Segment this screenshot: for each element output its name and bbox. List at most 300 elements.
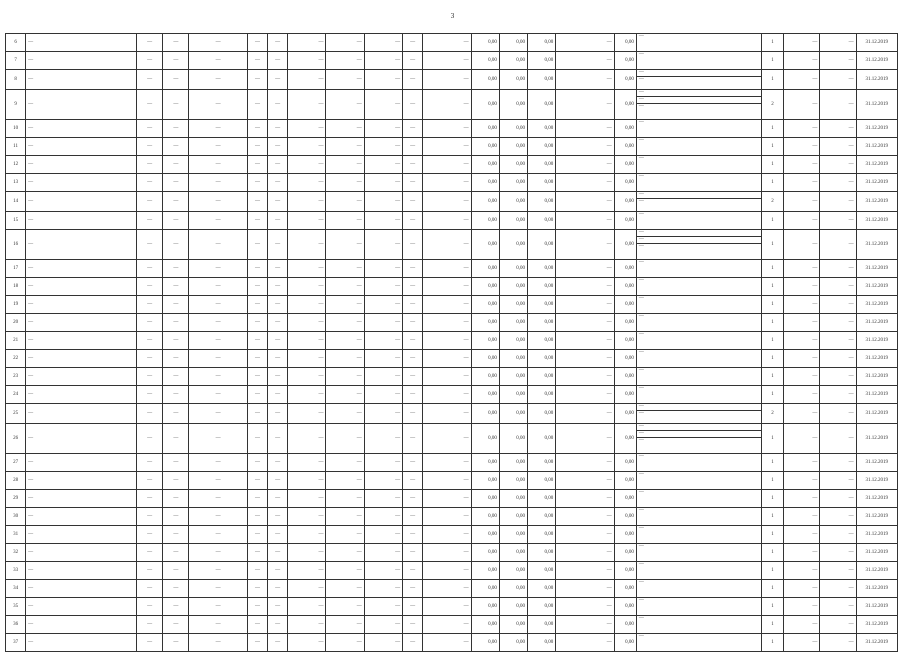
address-cell: —	[26, 156, 137, 174]
residents-cell: —	[403, 598, 423, 616]
address-cell: —	[26, 278, 137, 296]
year-commissioned-cell: —	[163, 616, 189, 634]
row-number: 13	[6, 174, 26, 192]
other-funds-cell: 0,00	[614, 138, 636, 156]
work-types-cell	[636, 278, 761, 296]
row-number: 19	[6, 296, 26, 314]
other-funds-cell: 0,00	[614, 562, 636, 580]
max-unit-cost-cell: —	[820, 368, 856, 386]
non-residential-area-cell: —	[364, 174, 402, 192]
regional-funds-cell: 0,00	[499, 120, 527, 138]
total-area-cell: —	[288, 34, 326, 52]
other-funds-cell: 0,00	[614, 174, 636, 192]
unit-cost-cell: —	[784, 230, 820, 260]
municipal-funds-cell: 0,00	[528, 138, 556, 156]
completion-date-cell: 31.12.2019	[856, 454, 897, 472]
non-residential-area-cell: —	[364, 598, 402, 616]
regional-funds-cell: 0,00	[499, 454, 527, 472]
federal-funds-cell: 0,00	[471, 120, 499, 138]
federal-funds-cell: 0,00	[471, 138, 499, 156]
work-type-item: —	[638, 34, 644, 39]
year-commissioned-cell: —	[163, 332, 189, 350]
row-number: 35	[6, 598, 26, 616]
unit-cost-cell: —	[784, 634, 820, 652]
year-commissioned-cell: —	[163, 260, 189, 278]
table-row	[6, 120, 898, 138]
completion-date-cell: 31.12.2019	[856, 230, 897, 260]
estimated-cost-cell: —	[423, 314, 471, 332]
regional-funds-cell: 0,00	[499, 192, 527, 212]
work-types-cell	[636, 174, 761, 192]
federal-funds-cell: 0,00	[471, 580, 499, 598]
estimated-cost-cell: —	[423, 508, 471, 526]
year-built-cell: —	[137, 508, 163, 526]
total-area-cell: —	[288, 454, 326, 472]
work-count-cell: 2	[761, 192, 783, 212]
entrances-cell: —	[268, 424, 288, 454]
floors-cell: —	[247, 562, 267, 580]
address-cell: —	[26, 332, 137, 350]
entrances-cell: —	[268, 34, 288, 52]
unit-cost-cell: —	[784, 156, 820, 174]
work-count-cell: 1	[761, 52, 783, 70]
floors-cell: —	[247, 138, 267, 156]
address-cell: —	[26, 296, 137, 314]
work-types-cell	[636, 598, 761, 616]
max-unit-cost-cell: —	[820, 332, 856, 350]
work-types-cell	[636, 544, 761, 562]
residents-cell: —	[403, 508, 423, 526]
residents-cell: —	[403, 386, 423, 404]
federal-funds-cell: 0,00	[471, 212, 499, 230]
completion-date-cell: 31.12.2019	[856, 562, 897, 580]
table-row	[6, 616, 898, 634]
address-cell: —	[26, 52, 137, 70]
residential-area-cell: —	[326, 192, 364, 212]
work-type-item: —	[637, 103, 761, 110]
other-funds-cell: 0,00	[614, 454, 636, 472]
unit-cost-cell: —	[784, 260, 820, 278]
year-commissioned-cell: —	[163, 404, 189, 424]
work-type-item: —	[637, 198, 761, 205]
wall-material-cell: —	[189, 34, 247, 52]
year-commissioned-cell: —	[163, 598, 189, 616]
residential-area-cell: —	[326, 472, 364, 490]
total-area-cell: —	[288, 386, 326, 404]
table-row	[6, 34, 898, 52]
other-funds-cell: 0,00	[614, 634, 636, 652]
total-area-cell: —	[288, 174, 326, 192]
work-types-cell	[636, 526, 761, 544]
wall-material-cell: —	[189, 70, 247, 90]
residential-area-cell: —	[326, 490, 364, 508]
year-commissioned-cell: —	[163, 472, 189, 490]
regional-funds-cell: 0,00	[499, 314, 527, 332]
other-funds-cell: 0,00	[614, 508, 636, 526]
estimated-cost-cell: —	[423, 230, 471, 260]
year-built-cell: —	[137, 174, 163, 192]
work-types-cell	[636, 34, 761, 52]
total-area-cell: —	[288, 350, 326, 368]
estimated-cost-cell: —	[423, 404, 471, 424]
year-built-cell: —	[137, 580, 163, 598]
federal-funds-cell: 0,00	[471, 260, 499, 278]
federal-funds-cell: 0,00	[471, 544, 499, 562]
row-number: 34	[6, 580, 26, 598]
wall-material-cell: —	[189, 404, 247, 424]
estimated-cost-cell: —	[423, 368, 471, 386]
work-count-cell: 1	[761, 368, 783, 386]
owner-funds-cell: —	[556, 580, 614, 598]
address-cell: —	[26, 424, 137, 454]
work-types-cell	[636, 424, 761, 454]
municipal-funds-cell: 0,00	[528, 332, 556, 350]
table-row	[6, 368, 898, 386]
row-number: 31	[6, 526, 26, 544]
unit-cost-cell: —	[784, 424, 820, 454]
entrances-cell: —	[268, 138, 288, 156]
work-types-cell	[636, 296, 761, 314]
estimated-cost-cell: —	[423, 260, 471, 278]
year-built-cell: —	[137, 278, 163, 296]
max-unit-cost-cell: —	[820, 34, 856, 52]
row-number: 28	[6, 472, 26, 490]
year-built-cell: —	[137, 52, 163, 70]
wall-material-cell: —	[189, 580, 247, 598]
work-type-item: —	[638, 598, 644, 603]
other-funds-cell: 0,00	[614, 192, 636, 212]
row-number: 9	[6, 90, 26, 120]
max-unit-cost-cell: —	[820, 404, 856, 424]
federal-funds-cell: 0,00	[471, 192, 499, 212]
non-residential-area-cell: —	[364, 472, 402, 490]
completion-date-cell: 31.12.2019	[856, 70, 897, 90]
year-built-cell: —	[137, 156, 163, 174]
year-built-cell: —	[137, 332, 163, 350]
year-built-cell: —	[137, 230, 163, 260]
table-row	[6, 260, 898, 278]
register-table-body	[6, 34, 898, 652]
residential-area-cell: —	[326, 90, 364, 120]
table-row	[6, 424, 898, 454]
residents-cell: —	[403, 138, 423, 156]
year-commissioned-cell: —	[163, 278, 189, 296]
unit-cost-cell: —	[784, 52, 820, 70]
other-funds-cell: 0,00	[614, 526, 636, 544]
address-cell: —	[26, 490, 137, 508]
unit-cost-cell: —	[784, 332, 820, 350]
year-built-cell: —	[137, 260, 163, 278]
floors-cell: —	[247, 52, 267, 70]
floors-cell: —	[247, 616, 267, 634]
municipal-funds-cell: 0,00	[528, 174, 556, 192]
work-count-cell: 1	[761, 634, 783, 652]
other-funds-cell: 0,00	[614, 212, 636, 230]
table-row	[6, 508, 898, 526]
municipal-funds-cell: 0,00	[528, 314, 556, 332]
table-row	[6, 580, 898, 598]
work-types-cell	[636, 404, 761, 424]
entrances-cell: —	[268, 490, 288, 508]
year-commissioned-cell: —	[163, 192, 189, 212]
estimated-cost-cell: —	[423, 192, 471, 212]
owner-funds-cell: —	[556, 424, 614, 454]
municipal-funds-cell: 0,00	[528, 526, 556, 544]
unit-cost-cell: —	[784, 296, 820, 314]
row-number: 30	[6, 508, 26, 526]
floors-cell: —	[247, 634, 267, 652]
unit-cost-cell: —	[784, 278, 820, 296]
work-type-item: —	[638, 454, 644, 459]
max-unit-cost-cell: —	[820, 120, 856, 138]
entrances-cell: —	[268, 616, 288, 634]
estimated-cost-cell: —	[423, 70, 471, 90]
completion-date-cell: 31.12.2019	[856, 332, 897, 350]
municipal-funds-cell: 0,00	[528, 634, 556, 652]
wall-material-cell: —	[189, 562, 247, 580]
entrances-cell: —	[268, 296, 288, 314]
regional-funds-cell: 0,00	[499, 174, 527, 192]
entrances-cell: —	[268, 386, 288, 404]
owner-funds-cell: —	[556, 490, 614, 508]
work-type-item: —	[637, 430, 761, 437]
wall-material-cell: —	[189, 296, 247, 314]
residential-area-cell: —	[326, 34, 364, 52]
floors-cell: —	[247, 296, 267, 314]
floors-cell: —	[247, 526, 267, 544]
work-count-cell: 1	[761, 138, 783, 156]
max-unit-cost-cell: —	[820, 260, 856, 278]
year-built-cell: —	[137, 296, 163, 314]
floors-cell: —	[247, 454, 267, 472]
work-type-item: —	[638, 350, 644, 355]
completion-date-cell: 31.12.2019	[856, 424, 897, 454]
residential-area-cell: —	[326, 544, 364, 562]
floors-cell: —	[247, 544, 267, 562]
year-commissioned-cell: —	[163, 490, 189, 508]
unit-cost-cell: —	[784, 212, 820, 230]
estimated-cost-cell: —	[423, 386, 471, 404]
completion-date-cell: 31.12.2019	[856, 404, 897, 424]
year-commissioned-cell: —	[163, 34, 189, 52]
estimated-cost-cell: —	[423, 490, 471, 508]
work-count-cell: 1	[761, 526, 783, 544]
year-commissioned-cell: —	[163, 52, 189, 70]
completion-date-cell: 31.12.2019	[856, 52, 897, 70]
estimated-cost-cell: —	[423, 424, 471, 454]
completion-date-cell: 31.12.2019	[856, 314, 897, 332]
table-row	[6, 156, 898, 174]
residents-cell: —	[403, 404, 423, 424]
wall-material-cell: —	[189, 616, 247, 634]
other-funds-cell: 0,00	[614, 598, 636, 616]
estimated-cost-cell: —	[423, 526, 471, 544]
entrances-cell: —	[268, 230, 288, 260]
non-residential-area-cell: —	[364, 296, 402, 314]
wall-material-cell: —	[189, 332, 247, 350]
municipal-funds-cell: 0,00	[528, 34, 556, 52]
register-table	[5, 33, 898, 652]
address-cell: —	[26, 544, 137, 562]
work-count-cell: 1	[761, 544, 783, 562]
table-row	[6, 562, 898, 580]
residents-cell: —	[403, 52, 423, 70]
wall-material-cell: —	[189, 52, 247, 70]
regional-funds-cell: 0,00	[499, 260, 527, 278]
row-number: 37	[6, 634, 26, 652]
row-number: 7	[6, 52, 26, 70]
unit-cost-cell: —	[784, 472, 820, 490]
work-count-cell: 1	[761, 350, 783, 368]
total-area-cell: —	[288, 616, 326, 634]
max-unit-cost-cell: —	[820, 616, 856, 634]
regional-funds-cell: 0,00	[499, 296, 527, 314]
max-unit-cost-cell: —	[820, 52, 856, 70]
wall-material-cell: —	[189, 508, 247, 526]
floors-cell: —	[247, 350, 267, 368]
regional-funds-cell: 0,00	[499, 386, 527, 404]
unit-cost-cell: —	[784, 368, 820, 386]
entrances-cell: —	[268, 90, 288, 120]
wall-material-cell: —	[189, 192, 247, 212]
max-unit-cost-cell: —	[820, 296, 856, 314]
residents-cell: —	[403, 278, 423, 296]
floors-cell: —	[247, 332, 267, 350]
owner-funds-cell: —	[556, 508, 614, 526]
completion-date-cell: 31.12.2019	[856, 192, 897, 212]
year-commissioned-cell: —	[163, 562, 189, 580]
entrances-cell: —	[268, 314, 288, 332]
estimated-cost-cell: —	[423, 174, 471, 192]
estimated-cost-cell: —	[423, 332, 471, 350]
address-cell: —	[26, 616, 137, 634]
unit-cost-cell: —	[784, 350, 820, 368]
work-count-cell: 2	[761, 90, 783, 120]
residential-area-cell: —	[326, 138, 364, 156]
address-cell: —	[26, 70, 137, 90]
residents-cell: —	[403, 34, 423, 52]
year-built-cell: —	[137, 562, 163, 580]
total-area-cell: —	[288, 526, 326, 544]
federal-funds-cell: 0,00	[471, 174, 499, 192]
unit-cost-cell: —	[784, 192, 820, 212]
work-type-item: —	[638, 424, 644, 429]
year-built-cell: —	[137, 526, 163, 544]
residents-cell: —	[403, 454, 423, 472]
non-residential-area-cell: —	[364, 52, 402, 70]
unit-cost-cell: —	[784, 454, 820, 472]
work-count-cell: 1	[761, 472, 783, 490]
year-commissioned-cell: —	[163, 368, 189, 386]
floors-cell: —	[247, 368, 267, 386]
residents-cell: —	[403, 156, 423, 174]
estimated-cost-cell: —	[423, 138, 471, 156]
floors-cell: —	[247, 508, 267, 526]
non-residential-area-cell: —	[364, 424, 402, 454]
entrances-cell: —	[268, 508, 288, 526]
work-type-item: —	[638, 332, 644, 337]
wall-material-cell: —	[189, 454, 247, 472]
estimated-cost-cell: —	[423, 34, 471, 52]
municipal-funds-cell: 0,00	[528, 562, 556, 580]
federal-funds-cell: 0,00	[471, 296, 499, 314]
regional-funds-cell: 0,00	[499, 90, 527, 120]
work-count-cell: 1	[761, 296, 783, 314]
floors-cell: —	[247, 70, 267, 90]
table-row	[6, 454, 898, 472]
regional-funds-cell: 0,00	[499, 52, 527, 70]
max-unit-cost-cell: —	[820, 278, 856, 296]
residential-area-cell: —	[326, 562, 364, 580]
work-types-cell	[636, 490, 761, 508]
work-count-cell: 1	[761, 34, 783, 52]
year-commissioned-cell: —	[163, 70, 189, 90]
residential-area-cell: —	[326, 368, 364, 386]
year-commissioned-cell: —	[163, 454, 189, 472]
municipal-funds-cell: 0,00	[528, 454, 556, 472]
owner-funds-cell: —	[556, 562, 614, 580]
completion-date-cell: 31.12.2019	[856, 368, 897, 386]
municipal-funds-cell: 0,00	[528, 156, 556, 174]
unit-cost-cell: —	[784, 386, 820, 404]
work-count-cell: 1	[761, 156, 783, 174]
floors-cell: —	[247, 580, 267, 598]
residential-area-cell: —	[326, 52, 364, 70]
total-area-cell: —	[288, 212, 326, 230]
non-residential-area-cell: —	[364, 580, 402, 598]
total-area-cell: —	[288, 490, 326, 508]
owner-funds-cell: —	[556, 314, 614, 332]
floors-cell: —	[247, 260, 267, 278]
federal-funds-cell: 0,00	[471, 70, 499, 90]
other-funds-cell: 0,00	[614, 490, 636, 508]
wall-material-cell: —	[189, 526, 247, 544]
owner-funds-cell: —	[556, 90, 614, 120]
address-cell: —	[26, 634, 137, 652]
unit-cost-cell: —	[784, 34, 820, 52]
max-unit-cost-cell: —	[820, 70, 856, 90]
year-commissioned-cell: —	[163, 156, 189, 174]
work-count-cell: 1	[761, 278, 783, 296]
work-type-item: —	[638, 544, 644, 549]
regional-funds-cell: 0,00	[499, 350, 527, 368]
unit-cost-cell: —	[784, 314, 820, 332]
completion-date-cell: 31.12.2019	[856, 598, 897, 616]
residential-area-cell: —	[326, 424, 364, 454]
work-type-item: —	[638, 174, 644, 179]
address-cell: —	[26, 598, 137, 616]
max-unit-cost-cell: —	[820, 634, 856, 652]
entrances-cell: —	[268, 260, 288, 278]
municipal-funds-cell: 0,00	[528, 368, 556, 386]
work-type-item: —	[638, 138, 644, 143]
row-number: 21	[6, 332, 26, 350]
completion-date-cell: 31.12.2019	[856, 90, 897, 120]
total-area-cell: —	[288, 598, 326, 616]
work-types-cell	[636, 386, 761, 404]
residential-area-cell: —	[326, 174, 364, 192]
federal-funds-cell: 0,00	[471, 314, 499, 332]
year-commissioned-cell: —	[163, 90, 189, 120]
residential-area-cell: —	[326, 580, 364, 598]
owner-funds-cell: —	[556, 350, 614, 368]
estimated-cost-cell: —	[423, 278, 471, 296]
unit-cost-cell: —	[784, 404, 820, 424]
row-number: 6	[6, 34, 26, 52]
total-area-cell: —	[288, 230, 326, 260]
page-number: 3	[450, 12, 455, 20]
residents-cell: —	[403, 90, 423, 120]
